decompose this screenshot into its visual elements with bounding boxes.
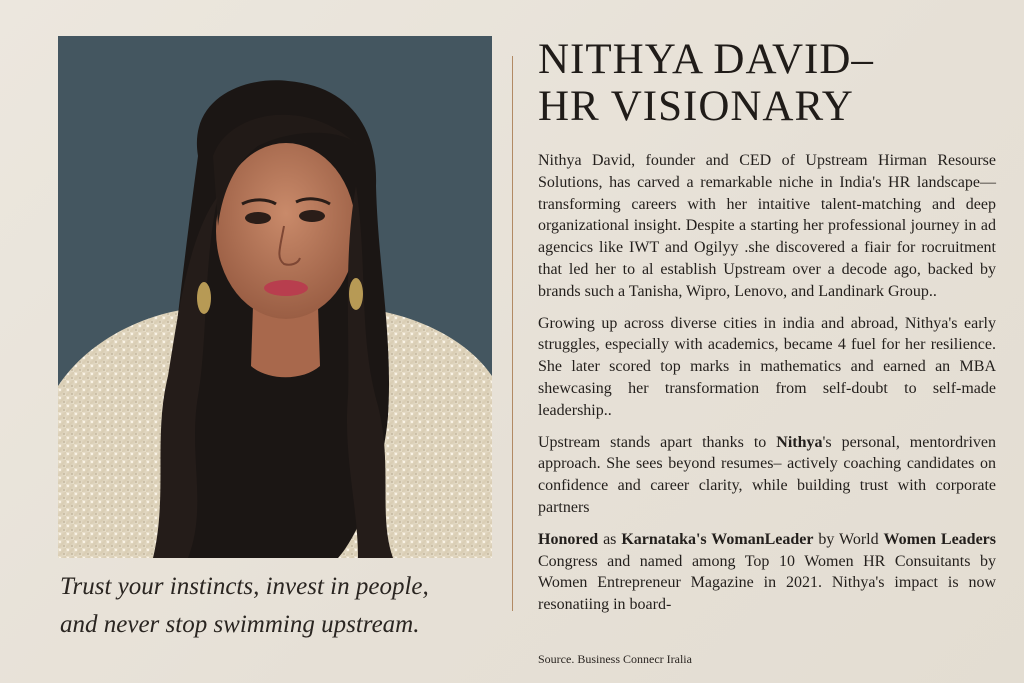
column-divider <box>512 56 513 611</box>
profile-photo <box>58 36 492 558</box>
article-paragraph-4 <box>538 529 996 616</box>
paragraph-4-bold-1: Honored <box>538 530 599 548</box>
quote-line-2: and never stop swimming upstream. <box>60 611 420 638</box>
pull-quote <box>60 568 500 644</box>
paragraph-3-text-start: Upstream stands apart thanks to <box>538 433 777 451</box>
article-paragraph-1: Nithya David, founder and CED of Upstream Hirman Resourse Solutions, has carved a remarkable niche in India's HR landscape—transforming careers with her intaitive talent-matching and deep organizational insight. Despite a starting her professional journey in ad agencics like IWT and Ogilyy .she discovered a fiair for rocruitment that led her to al establish Upstream over a decode ago, backed by brands such a Tanisha, Wipro, Lenovo, and Landinark Group.. <box>538 152 996 300</box>
paragraph-3-text-end: 's personal, mentordriven approach. She sees beyond resumes– actively coaching candidates on confidence and career clarity, while building trust with corporate partners <box>538 433 996 516</box>
paragraph-4-text-1: as <box>598 530 622 548</box>
paragraph-3-bold-name: Nithya <box>776 433 823 451</box>
paragraph-4-bold-2: Karnataka's WomanLeader <box>621 530 814 548</box>
article-body <box>538 150 996 626</box>
article-paragraph-3 <box>538 432 996 519</box>
article-title <box>538 36 998 130</box>
source-credit: Source. Business Connecr Iralia <box>538 652 692 666</box>
title-line-1: NITHYA DAVID– <box>538 36 874 83</box>
paragraph-4-text-3: Congress and named among Top 10 Women HR Consuitants by Women Entrepreneur Magazine in 2021. Nithya's impact is now resonatiing in board- <box>538 552 996 614</box>
title-line-2: HR VISIONARY <box>538 83 854 130</box>
paragraph-4-text-2: by World <box>813 530 884 548</box>
article-paragraph-2: Growing up across diverse cities in india and abroad, Nithya's early struggles, especially with academics, became 4 fuel for her resilience. She later scored top marks in mathematics and earned an MBA shewcasing her transformation from self-doubt to self-made leadership.. <box>538 314 996 419</box>
quote-line-1: Trust your instincts, invest in people, <box>60 573 429 600</box>
paragraph-4-bold-3: Women Leaders <box>883 530 997 548</box>
